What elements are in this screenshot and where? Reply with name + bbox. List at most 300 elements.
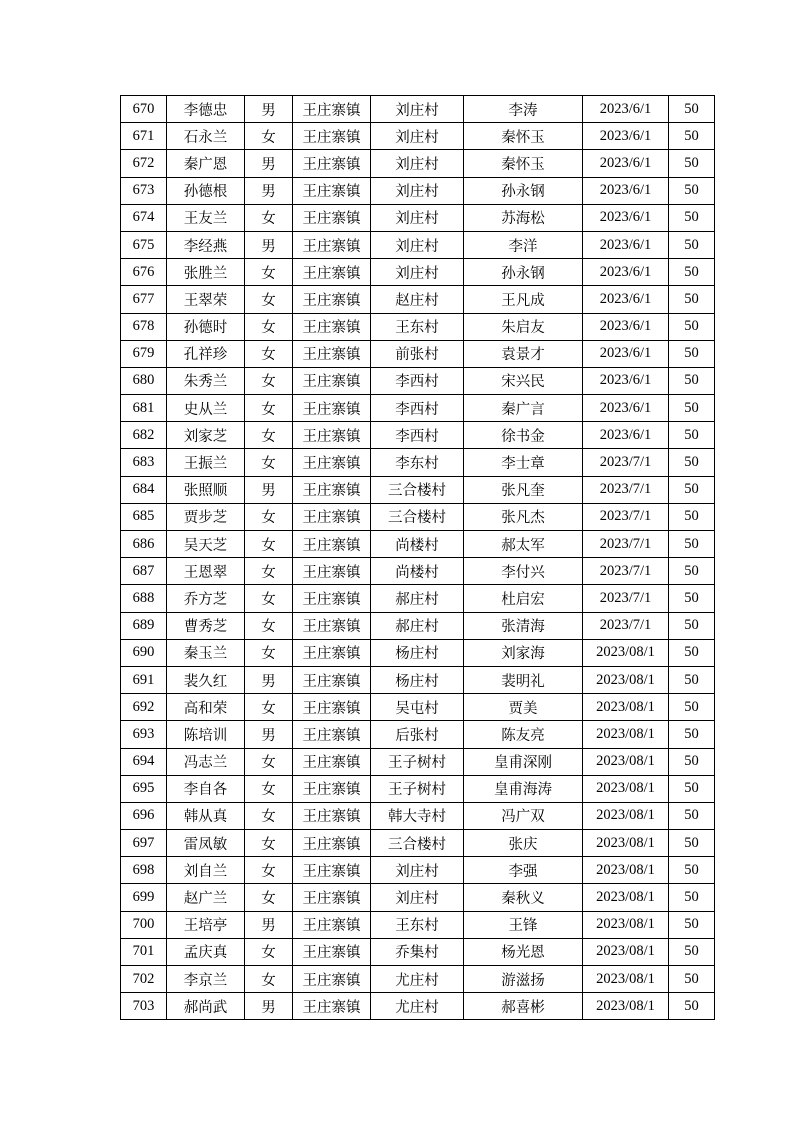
cell-date: 2023/08/1 bbox=[583, 830, 669, 857]
cell-row-number: 686 bbox=[121, 531, 167, 558]
cell-village: 刘庄村 bbox=[371, 123, 464, 150]
cell-gender: 女 bbox=[245, 340, 293, 367]
cell-town: 王庄寨镇 bbox=[293, 748, 371, 775]
cell-gender: 女 bbox=[245, 639, 293, 666]
cell-village: 刘庄村 bbox=[371, 204, 464, 231]
table-row bbox=[121, 150, 715, 177]
cell-date: 2023/08/1 bbox=[583, 884, 669, 911]
cell-row-number: 691 bbox=[121, 666, 167, 693]
cell-gender: 女 bbox=[245, 367, 293, 394]
cell-contact-name: 杜启宏 bbox=[464, 585, 583, 612]
cell-contact-name: 陈友亮 bbox=[464, 721, 583, 748]
cell-amount: 50 bbox=[669, 612, 715, 639]
cell-person-name: 朱秀兰 bbox=[167, 367, 245, 394]
cell-village: 赵庄村 bbox=[371, 286, 464, 313]
cell-amount: 50 bbox=[669, 830, 715, 857]
cell-person-name: 王友兰 bbox=[167, 204, 245, 231]
cell-village: 刘庄村 bbox=[371, 150, 464, 177]
cell-gender: 女 bbox=[245, 748, 293, 775]
cell-amount: 50 bbox=[669, 639, 715, 666]
cell-date: 2023/6/1 bbox=[583, 96, 669, 123]
cell-gender: 女 bbox=[245, 775, 293, 802]
cell-row-number: 688 bbox=[121, 585, 167, 612]
cell-person-name: 李德忠 bbox=[167, 96, 245, 123]
cell-date: 2023/7/1 bbox=[583, 449, 669, 476]
cell-contact-name: 张庆 bbox=[464, 830, 583, 857]
cell-gender: 男 bbox=[245, 177, 293, 204]
cell-row-number: 699 bbox=[121, 884, 167, 911]
cell-date: 2023/6/1 bbox=[583, 367, 669, 394]
cell-gender: 女 bbox=[245, 585, 293, 612]
cell-village: 李西村 bbox=[371, 367, 464, 394]
cell-amount: 50 bbox=[669, 884, 715, 911]
cell-person-name: 裴久红 bbox=[167, 666, 245, 693]
cell-village: 李西村 bbox=[371, 422, 464, 449]
cell-gender: 女 bbox=[245, 422, 293, 449]
cell-person-name: 李自各 bbox=[167, 775, 245, 802]
cell-town: 王庄寨镇 bbox=[293, 666, 371, 693]
cell-date: 2023/08/1 bbox=[583, 666, 669, 693]
cell-gender: 女 bbox=[245, 938, 293, 965]
cell-row-number: 678 bbox=[121, 313, 167, 340]
table-body bbox=[121, 96, 715, 1020]
cell-gender: 女 bbox=[245, 966, 293, 993]
cell-town: 王庄寨镇 bbox=[293, 531, 371, 558]
cell-row-number: 697 bbox=[121, 830, 167, 857]
table-row bbox=[121, 993, 715, 1020]
table-row bbox=[121, 558, 715, 585]
cell-contact-name: 袁景才 bbox=[464, 340, 583, 367]
cell-row-number: 694 bbox=[121, 748, 167, 775]
table-row bbox=[121, 585, 715, 612]
cell-amount: 50 bbox=[669, 503, 715, 530]
table-row bbox=[121, 802, 715, 829]
cell-town: 王庄寨镇 bbox=[293, 340, 371, 367]
cell-amount: 50 bbox=[669, 857, 715, 884]
cell-village: 郝庄村 bbox=[371, 612, 464, 639]
cell-amount: 50 bbox=[669, 313, 715, 340]
cell-date: 2023/7/1 bbox=[583, 612, 669, 639]
cell-person-name: 石永兰 bbox=[167, 123, 245, 150]
cell-amount: 50 bbox=[669, 231, 715, 258]
cell-amount: 50 bbox=[669, 938, 715, 965]
cell-person-name: 王恩翠 bbox=[167, 558, 245, 585]
cell-town: 王庄寨镇 bbox=[293, 367, 371, 394]
cell-town: 王庄寨镇 bbox=[293, 96, 371, 123]
cell-amount: 50 bbox=[669, 150, 715, 177]
cell-person-name: 秦广恩 bbox=[167, 150, 245, 177]
cell-gender: 女 bbox=[245, 259, 293, 286]
cell-date: 2023/08/1 bbox=[583, 938, 669, 965]
cell-date: 2023/08/1 bbox=[583, 694, 669, 721]
cell-town: 王庄寨镇 bbox=[293, 694, 371, 721]
cell-contact-name: 郝太军 bbox=[464, 531, 583, 558]
cell-row-number: 693 bbox=[121, 721, 167, 748]
cell-date: 2023/08/1 bbox=[583, 993, 669, 1020]
cell-village: 杨庄村 bbox=[371, 639, 464, 666]
cell-gender: 男 bbox=[245, 150, 293, 177]
cell-gender: 女 bbox=[245, 830, 293, 857]
cell-row-number: 683 bbox=[121, 449, 167, 476]
cell-amount: 50 bbox=[669, 286, 715, 313]
table-row bbox=[121, 340, 715, 367]
cell-person-name: 陈培训 bbox=[167, 721, 245, 748]
cell-gender: 男 bbox=[245, 96, 293, 123]
table-row bbox=[121, 830, 715, 857]
cell-person-name: 郝尚武 bbox=[167, 993, 245, 1020]
cell-gender: 女 bbox=[245, 395, 293, 422]
table-row bbox=[121, 177, 715, 204]
cell-gender: 女 bbox=[245, 313, 293, 340]
cell-gender: 女 bbox=[245, 612, 293, 639]
cell-row-number: 682 bbox=[121, 422, 167, 449]
cell-contact-name: 李强 bbox=[464, 857, 583, 884]
cell-town: 王庄寨镇 bbox=[293, 449, 371, 476]
cell-gender: 男 bbox=[245, 721, 293, 748]
cell-amount: 50 bbox=[669, 259, 715, 286]
cell-amount: 50 bbox=[669, 476, 715, 503]
cell-amount: 50 bbox=[669, 422, 715, 449]
cell-person-name: 雷凤敏 bbox=[167, 830, 245, 857]
cell-contact-name: 杨光恩 bbox=[464, 938, 583, 965]
cell-gender: 男 bbox=[245, 911, 293, 938]
cell-person-name: 韩从真 bbox=[167, 802, 245, 829]
table-row bbox=[121, 422, 715, 449]
cell-village: 王东村 bbox=[371, 911, 464, 938]
cell-row-number: 702 bbox=[121, 966, 167, 993]
cell-date: 2023/08/1 bbox=[583, 748, 669, 775]
cell-contact-name: 朱启友 bbox=[464, 313, 583, 340]
cell-contact-name: 宋兴民 bbox=[464, 367, 583, 394]
cell-gender: 女 bbox=[245, 123, 293, 150]
cell-row-number: 674 bbox=[121, 204, 167, 231]
cell-town: 王庄寨镇 bbox=[293, 802, 371, 829]
cell-row-number: 671 bbox=[121, 123, 167, 150]
cell-gender: 女 bbox=[245, 449, 293, 476]
cell-amount: 50 bbox=[669, 340, 715, 367]
cell-row-number: 677 bbox=[121, 286, 167, 313]
cell-contact-name: 徐书金 bbox=[464, 422, 583, 449]
table-row bbox=[121, 96, 715, 123]
cell-village: 李东村 bbox=[371, 449, 464, 476]
cell-person-name: 李经燕 bbox=[167, 231, 245, 258]
cell-gender: 男 bbox=[245, 993, 293, 1020]
cell-gender: 女 bbox=[245, 884, 293, 911]
cell-person-name: 张照顺 bbox=[167, 476, 245, 503]
table-row bbox=[121, 857, 715, 884]
cell-contact-name: 李士章 bbox=[464, 449, 583, 476]
cell-village: 尚楼村 bbox=[371, 531, 464, 558]
records-table bbox=[120, 95, 715, 1020]
cell-row-number: 692 bbox=[121, 694, 167, 721]
cell-person-name: 赵广兰 bbox=[167, 884, 245, 911]
cell-contact-name: 秦秋义 bbox=[464, 884, 583, 911]
cell-gender: 女 bbox=[245, 286, 293, 313]
cell-village: 刘庄村 bbox=[371, 177, 464, 204]
cell-date: 2023/6/1 bbox=[583, 286, 669, 313]
cell-town: 王庄寨镇 bbox=[293, 395, 371, 422]
cell-row-number: 701 bbox=[121, 938, 167, 965]
cell-town: 王庄寨镇 bbox=[293, 911, 371, 938]
table-row bbox=[121, 286, 715, 313]
cell-person-name: 吴天芝 bbox=[167, 531, 245, 558]
cell-town: 王庄寨镇 bbox=[293, 150, 371, 177]
cell-village: 尤庄村 bbox=[371, 966, 464, 993]
cell-person-name: 孟庆真 bbox=[167, 938, 245, 965]
cell-person-name: 张胜兰 bbox=[167, 259, 245, 286]
cell-person-name: 王翠荣 bbox=[167, 286, 245, 313]
table-row bbox=[121, 694, 715, 721]
table-row bbox=[121, 639, 715, 666]
cell-amount: 50 bbox=[669, 585, 715, 612]
cell-person-name: 李京兰 bbox=[167, 966, 245, 993]
table-row bbox=[121, 367, 715, 394]
cell-town: 王庄寨镇 bbox=[293, 503, 371, 530]
cell-village: 杨庄村 bbox=[371, 666, 464, 693]
cell-amount: 50 bbox=[669, 748, 715, 775]
cell-date: 2023/6/1 bbox=[583, 422, 669, 449]
cell-gender: 女 bbox=[245, 694, 293, 721]
cell-town: 王庄寨镇 bbox=[293, 259, 371, 286]
cell-town: 王庄寨镇 bbox=[293, 231, 371, 258]
cell-town: 王庄寨镇 bbox=[293, 476, 371, 503]
cell-gender: 女 bbox=[245, 531, 293, 558]
cell-date: 2023/08/1 bbox=[583, 857, 669, 884]
table-row bbox=[121, 938, 715, 965]
cell-row-number: 673 bbox=[121, 177, 167, 204]
cell-gender: 男 bbox=[245, 476, 293, 503]
table-row bbox=[121, 911, 715, 938]
cell-row-number: 700 bbox=[121, 911, 167, 938]
cell-row-number: 675 bbox=[121, 231, 167, 258]
cell-date: 2023/08/1 bbox=[583, 966, 669, 993]
cell-town: 王庄寨镇 bbox=[293, 558, 371, 585]
cell-date: 2023/08/1 bbox=[583, 639, 669, 666]
cell-contact-name: 王凡成 bbox=[464, 286, 583, 313]
cell-village: 三合楼村 bbox=[371, 503, 464, 530]
cell-contact-name: 王锋 bbox=[464, 911, 583, 938]
cell-contact-name: 游滋扬 bbox=[464, 966, 583, 993]
cell-row-number: 672 bbox=[121, 150, 167, 177]
cell-village: 后张村 bbox=[371, 721, 464, 748]
cell-village: 刘庄村 bbox=[371, 259, 464, 286]
table-row bbox=[121, 884, 715, 911]
cell-gender: 男 bbox=[245, 231, 293, 258]
cell-amount: 50 bbox=[669, 204, 715, 231]
cell-town: 王庄寨镇 bbox=[293, 585, 371, 612]
table-row bbox=[121, 748, 715, 775]
cell-contact-name: 李洋 bbox=[464, 231, 583, 258]
cell-person-name: 史从兰 bbox=[167, 395, 245, 422]
cell-person-name: 贾步芝 bbox=[167, 503, 245, 530]
cell-row-number: 681 bbox=[121, 395, 167, 422]
cell-town: 王庄寨镇 bbox=[293, 422, 371, 449]
table-row bbox=[121, 612, 715, 639]
cell-contact-name: 皇甫深刚 bbox=[464, 748, 583, 775]
cell-town: 王庄寨镇 bbox=[293, 123, 371, 150]
table-row bbox=[121, 231, 715, 258]
cell-town: 王庄寨镇 bbox=[293, 639, 371, 666]
cell-village: 刘庄村 bbox=[371, 96, 464, 123]
cell-person-name: 曹秀芝 bbox=[167, 612, 245, 639]
cell-person-name: 高和荣 bbox=[167, 694, 245, 721]
table-row bbox=[121, 531, 715, 558]
cell-amount: 50 bbox=[669, 666, 715, 693]
cell-village: 前张村 bbox=[371, 340, 464, 367]
cell-row-number: 676 bbox=[121, 259, 167, 286]
cell-contact-name: 李付兴 bbox=[464, 558, 583, 585]
cell-town: 王庄寨镇 bbox=[293, 775, 371, 802]
cell-village: 尤庄村 bbox=[371, 993, 464, 1020]
cell-gender: 女 bbox=[245, 558, 293, 585]
cell-town: 王庄寨镇 bbox=[293, 721, 371, 748]
cell-person-name: 刘自兰 bbox=[167, 857, 245, 884]
cell-contact-name: 张凡杰 bbox=[464, 503, 583, 530]
cell-village: 郝庄村 bbox=[371, 585, 464, 612]
cell-town: 王庄寨镇 bbox=[293, 830, 371, 857]
cell-date: 2023/7/1 bbox=[583, 558, 669, 585]
cell-amount: 50 bbox=[669, 721, 715, 748]
cell-village: 刘庄村 bbox=[371, 857, 464, 884]
table-row bbox=[121, 966, 715, 993]
cell-row-number: 690 bbox=[121, 639, 167, 666]
cell-person-name: 秦玉兰 bbox=[167, 639, 245, 666]
cell-amount: 50 bbox=[669, 966, 715, 993]
cell-village: 尚楼村 bbox=[371, 558, 464, 585]
cell-contact-name: 秦怀玉 bbox=[464, 150, 583, 177]
cell-village: 刘庄村 bbox=[371, 884, 464, 911]
cell-village: 王子树村 bbox=[371, 748, 464, 775]
cell-village: 韩大寺村 bbox=[371, 802, 464, 829]
cell-date: 2023/6/1 bbox=[583, 259, 669, 286]
cell-amount: 50 bbox=[669, 993, 715, 1020]
cell-amount: 50 bbox=[669, 694, 715, 721]
cell-row-number: 698 bbox=[121, 857, 167, 884]
cell-amount: 50 bbox=[669, 911, 715, 938]
cell-person-name: 冯志兰 bbox=[167, 748, 245, 775]
cell-contact-name: 秦广言 bbox=[464, 395, 583, 422]
table-row bbox=[121, 259, 715, 286]
table-row bbox=[121, 775, 715, 802]
cell-contact-name: 孙永钢 bbox=[464, 259, 583, 286]
cell-contact-name: 刘家海 bbox=[464, 639, 583, 666]
cell-date: 2023/7/1 bbox=[583, 531, 669, 558]
cell-row-number: 703 bbox=[121, 993, 167, 1020]
cell-town: 王庄寨镇 bbox=[293, 286, 371, 313]
cell-amount: 50 bbox=[669, 367, 715, 394]
cell-row-number: 687 bbox=[121, 558, 167, 585]
cell-contact-name: 裴明礼 bbox=[464, 666, 583, 693]
table-row bbox=[121, 395, 715, 422]
cell-amount: 50 bbox=[669, 775, 715, 802]
cell-amount: 50 bbox=[669, 123, 715, 150]
cell-contact-name: 张凡奎 bbox=[464, 476, 583, 503]
cell-town: 王庄寨镇 bbox=[293, 177, 371, 204]
cell-village: 王子树村 bbox=[371, 775, 464, 802]
cell-date: 2023/6/1 bbox=[583, 150, 669, 177]
cell-row-number: 696 bbox=[121, 802, 167, 829]
cell-amount: 50 bbox=[669, 177, 715, 204]
cell-date: 2023/6/1 bbox=[583, 204, 669, 231]
cell-amount: 50 bbox=[669, 395, 715, 422]
cell-town: 王庄寨镇 bbox=[293, 993, 371, 1020]
cell-town: 王庄寨镇 bbox=[293, 313, 371, 340]
cell-row-number: 685 bbox=[121, 503, 167, 530]
cell-person-name: 刘家芝 bbox=[167, 422, 245, 449]
cell-gender: 女 bbox=[245, 204, 293, 231]
cell-contact-name: 冯广双 bbox=[464, 802, 583, 829]
cell-contact-name: 苏海松 bbox=[464, 204, 583, 231]
cell-date: 2023/08/1 bbox=[583, 911, 669, 938]
table-row bbox=[121, 503, 715, 530]
cell-town: 王庄寨镇 bbox=[293, 612, 371, 639]
cell-date: 2023/7/1 bbox=[583, 503, 669, 530]
cell-town: 王庄寨镇 bbox=[293, 857, 371, 884]
cell-contact-name: 郝喜彬 bbox=[464, 993, 583, 1020]
cell-gender: 女 bbox=[245, 802, 293, 829]
cell-village: 刘庄村 bbox=[371, 231, 464, 258]
cell-person-name: 孙德时 bbox=[167, 313, 245, 340]
cell-date: 2023/6/1 bbox=[583, 123, 669, 150]
cell-date: 2023/6/1 bbox=[583, 340, 669, 367]
cell-row-number: 680 bbox=[121, 367, 167, 394]
cell-gender: 女 bbox=[245, 503, 293, 530]
cell-date: 2023/6/1 bbox=[583, 177, 669, 204]
cell-amount: 50 bbox=[669, 558, 715, 585]
cell-person-name: 王培亭 bbox=[167, 911, 245, 938]
cell-gender: 男 bbox=[245, 666, 293, 693]
cell-village: 三合楼村 bbox=[371, 476, 464, 503]
cell-village: 三合楼村 bbox=[371, 830, 464, 857]
cell-date: 2023/6/1 bbox=[583, 313, 669, 340]
cell-amount: 50 bbox=[669, 531, 715, 558]
table-row bbox=[121, 666, 715, 693]
table-row bbox=[121, 721, 715, 748]
table-row bbox=[121, 476, 715, 503]
cell-row-number: 670 bbox=[121, 96, 167, 123]
cell-date: 2023/6/1 bbox=[583, 231, 669, 258]
cell-date: 2023/08/1 bbox=[583, 802, 669, 829]
cell-gender: 女 bbox=[245, 857, 293, 884]
cell-contact-name: 李涛 bbox=[464, 96, 583, 123]
cell-contact-name: 张清海 bbox=[464, 612, 583, 639]
cell-village: 王东村 bbox=[371, 313, 464, 340]
cell-row-number: 684 bbox=[121, 476, 167, 503]
cell-contact-name: 秦怀玉 bbox=[464, 123, 583, 150]
cell-amount: 50 bbox=[669, 96, 715, 123]
cell-contact-name: 皇甫海涛 bbox=[464, 775, 583, 802]
cell-amount: 50 bbox=[669, 449, 715, 476]
cell-date: 2023/7/1 bbox=[583, 585, 669, 612]
cell-date: 2023/7/1 bbox=[583, 476, 669, 503]
cell-town: 王庄寨镇 bbox=[293, 966, 371, 993]
table-row bbox=[121, 204, 715, 231]
cell-village: 李西村 bbox=[371, 395, 464, 422]
table-row bbox=[121, 313, 715, 340]
cell-row-number: 689 bbox=[121, 612, 167, 639]
cell-village: 乔集村 bbox=[371, 938, 464, 965]
cell-contact-name: 贾美 bbox=[464, 694, 583, 721]
cell-town: 王庄寨镇 bbox=[293, 204, 371, 231]
cell-town: 王庄寨镇 bbox=[293, 884, 371, 911]
cell-row-number: 679 bbox=[121, 340, 167, 367]
cell-person-name: 孔祥珍 bbox=[167, 340, 245, 367]
cell-town: 王庄寨镇 bbox=[293, 938, 371, 965]
table-row bbox=[121, 449, 715, 476]
cell-row-number: 695 bbox=[121, 775, 167, 802]
cell-date: 2023/08/1 bbox=[583, 721, 669, 748]
table-row bbox=[121, 123, 715, 150]
